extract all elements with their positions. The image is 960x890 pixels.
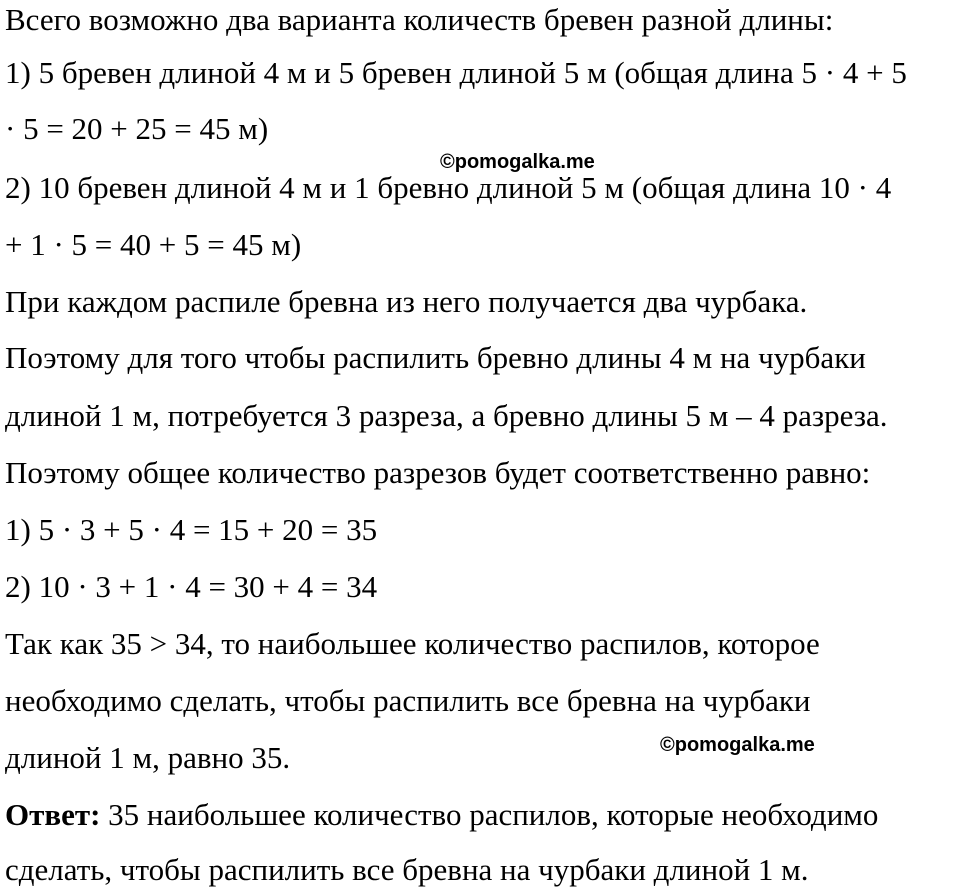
- comparison-line: Так как 35 > 34, то наибольшее количество распилов, которое: [5, 626, 820, 661]
- variant-1-continuation-line: · 5 = 20 + 25 = 45 м): [5, 111, 269, 146]
- variant-2-line: 2) 10 бревен длиной 4 м и 1 бревно длиной 5 м (общая длина 10 · 4: [5, 170, 892, 205]
- answer-label: Ответ:: [5, 797, 101, 832]
- calculation-1-line: 1) 5 · 3 + 5 · 4 = 15 + 20 = 35: [5, 512, 378, 547]
- answer-line: [5, 795, 878, 835]
- variant-2-continuation-line: + 1 · 5 = 40 + 5 = 45 м): [5, 227, 302, 262]
- answer-continuation-line: сделать, чтобы распилить все бревна на чурбаки длиной 1 м.: [5, 852, 809, 887]
- cut-rule-line: При каждом распиле бревна из него получается два чурбака.: [5, 284, 808, 319]
- comparison-continuation-line: необходимо сделать, чтобы распилить все бревна на чурбаки: [5, 683, 811, 718]
- conclusion-line: длиной 1 м, равно 35.: [5, 740, 291, 775]
- explanation-continuation-line: длиной 1 м, потребуется 3 разреза, а бревно длины 5 м – 4 разреза.: [5, 398, 888, 433]
- total-cuts-intro-line: Поэтому общее количество разрезов будет соответственно равно:: [5, 455, 871, 490]
- intro-line: Всего возможно два варианта количеств бревен разной длины:: [5, 2, 834, 37]
- explanation-line: Поэтому для того чтобы распилить бревно длины 4 м на чурбаки: [5, 340, 866, 375]
- variant-1-line: 1) 5 бревен длиной 4 м и 5 бревен длиной 5 м (общая длина 5 · 4 + 5: [5, 55, 907, 90]
- watermark-top: ©pomogalka.me: [440, 151, 595, 173]
- watermark-bottom: ©pomogalka.me: [660, 734, 815, 756]
- answer-text: 35 наибольшее количество распилов, которые необходимо: [100, 797, 879, 832]
- calculation-2-line: 2) 10 · 3 + 1 · 4 = 30 + 4 = 34: [5, 569, 378, 604]
